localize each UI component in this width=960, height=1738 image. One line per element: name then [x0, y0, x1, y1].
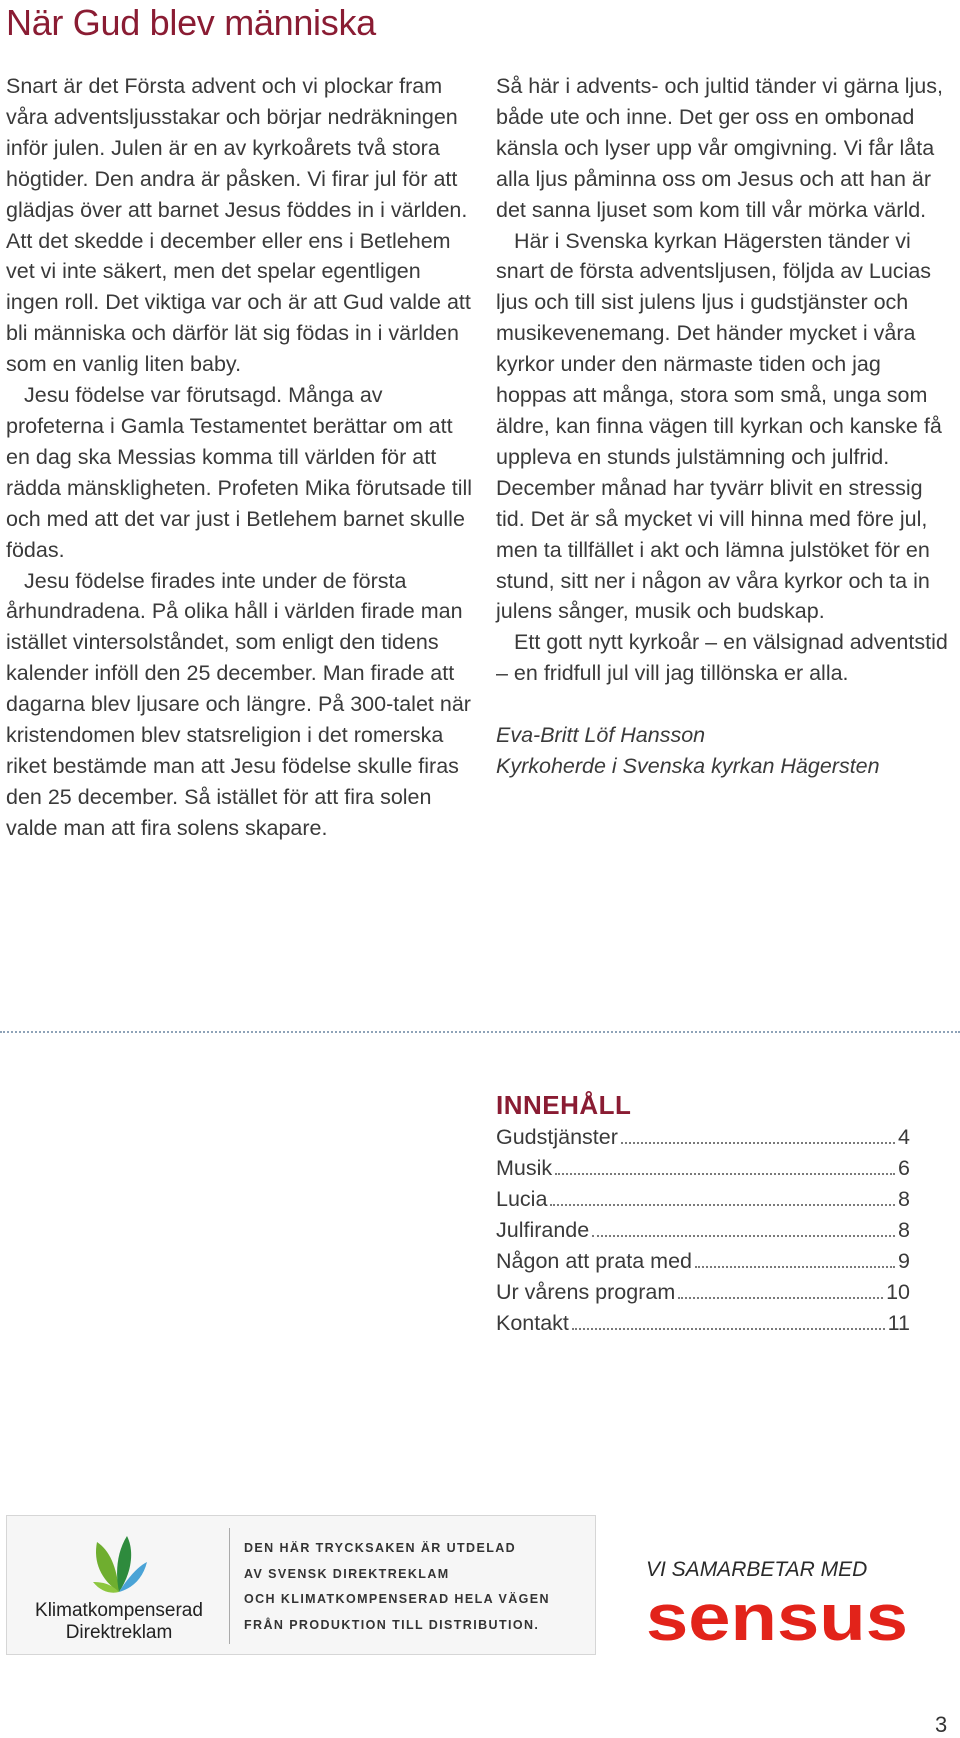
toc-leader-dots — [572, 1328, 885, 1330]
toc-item-musik[interactable] — [496, 1153, 910, 1184]
klimat-statement-line: OCH KLIMATKOMPENSERAD HELA VÄGEN — [244, 1592, 550, 1606]
toc-item-kontakt[interactable] — [496, 1308, 910, 1339]
klimat-logo — [19, 1526, 219, 1646]
toc-item-page: 8 — [898, 1218, 910, 1242]
klimat-banner — [6, 1515, 596, 1655]
article-column-right — [496, 71, 956, 782]
toc-item-label: Musik — [496, 1156, 553, 1180]
toc-item-page: 6 — [898, 1156, 910, 1180]
klimat-statement-line: FRÅN PRODUKTION TILL DISTRIBUTION. — [244, 1617, 540, 1632]
klimat-statement — [244, 1536, 589, 1638]
page-number: 3 — [935, 1712, 948, 1737]
article-paragraph: Här i Svenska kyrkan Hägersten tänder vi snart de första adventsljusen, följda av Lucias ljus och till sist julens ljus i gudstjänster och musikevenemang. Det händer mycket i våra kyrkor under den närmaste tiden och jag hoppas att många, stora som små, unga som äldre, kan finna vägen till kyrkan och kanske få uppleva en stunds julstämning och julfrid. December månad har tyvärr blivit en stressig tid. Det är så mycket vi vill hinna med före jul, men ta tillfället i akt och lämna julstöket för en stund, sitt ner i någon av våra kyrkor och ta in julens sånger, musik och budskap. — [496, 228, 942, 624]
toc-item-page: 10 — [886, 1280, 910, 1304]
toc-item-page: 11 — [887, 1311, 910, 1335]
toc-item-ur-varens-program[interactable] — [496, 1277, 910, 1308]
toc-leader-dots — [678, 1297, 883, 1299]
article-paragraph: Jesu födelse var förutsagd. Många av profeterna i Gamla Testamentet berättar om att en dag ska Messias komma till världen för att rädda mänskligheten. Profeten Mika förutsade till och med att det var just i Betlehem barnet skulle födas. — [6, 383, 473, 562]
toc-item-julfirande[interactable] — [496, 1215, 910, 1246]
klimat-logo-line: Klimatkompenserad — [35, 1600, 203, 1621]
toc-leader-dots — [695, 1266, 895, 1268]
article-paragraph: Jesu födelse firades inte under de första århundradena. På olika håll i världen firade man istället vintersolståndet, som enligt den tidens kalender inföll den 25 december. Man firade att dagarna blev ljusare och längre. På 300-talet när kristendomen blev statsreligion i det romerska riket bestämde man att Jesu födelse skulle firas den 25 december. Så istället för att fira solen valde man att fira solens skapare. — [6, 568, 471, 840]
toc-item-label: Ur vårens program — [496, 1280, 676, 1304]
sensus-label: VI SAMARBETAR MED — [646, 1558, 868, 1581]
toc-item-gudstjanster[interactable] — [496, 1122, 910, 1153]
toc-leader-dots — [555, 1173, 895, 1175]
leaf-icon — [89, 1532, 149, 1596]
toc-item-page: 8 — [898, 1187, 910, 1211]
toc-item-page: 9 — [898, 1249, 910, 1273]
signature-role: Kyrkoherde i Svenska kyrkan Hägersten — [496, 754, 880, 779]
sensus-logo-text: sensus — [646, 1586, 908, 1652]
toc-leader-dots — [592, 1235, 895, 1237]
toc-list — [496, 1122, 910, 1339]
toc-item-page: 4 — [898, 1125, 910, 1149]
toc-item-label: Julfirande — [496, 1218, 590, 1242]
toc-item-label: Kontakt — [496, 1311, 569, 1335]
toc-leader-dots — [621, 1142, 895, 1144]
klimat-statement-line: DEN HÄR TRYCKSAKEN ÄR UTDELAD — [244, 1541, 517, 1555]
article-column-left — [6, 71, 474, 844]
signature — [496, 720, 956, 782]
toc-heading: INNEHÅLL — [496, 1090, 632, 1120]
toc-item-label: Någon att prata med — [496, 1249, 693, 1273]
article-paragraph: Snart är det Första advent och vi plockar fram våra adventsljusstakar och börjar nedräkningen inför julen. Julen är en av kyrkoårets två stora högtider. Den andra är påsken. Vi firar jul för att glädjas över att barnet Jesus föddes in i världen. Att det skedde i december eller ens i Betlehem vet vi inte säkert, men det spelar egentligen ingen roll. Det viktiga var och är att Gud valde att bli människa och därför lät sig födas in i världen som en vanlig liten baby. — [6, 74, 471, 377]
klimat-logo-text — [19, 1600, 219, 1644]
signature-name: Eva-Britt Löf Hansson — [496, 723, 706, 748]
dotted-divider — [0, 1031, 960, 1033]
sensus-logo — [646, 1586, 910, 1652]
klimat-logo-line: Direktreklam — [65, 1622, 173, 1643]
toc-leader-dots — [550, 1204, 895, 1206]
article-paragraph: Så här i advents- och jultid tänder vi gärna ljus, både ute och inne. Det ger oss en ombonad känsla och lyser upp vår omgivning. Vi får låta alla ljus påminna oss om Jesus och att han är det sanna ljuset som kom till vår mörka värld. — [496, 74, 943, 222]
toc-item-nagon-att-prata-med[interactable] — [496, 1246, 910, 1277]
toc-item-label: Gudstjänster — [496, 1125, 618, 1149]
toc-item-lucia[interactable] — [496, 1184, 910, 1215]
article-title: När Gud blev människa — [6, 2, 376, 43]
article-paragraph: Ett gott nytt kyrkoår – en välsignad adventstid – en fridfull jul vill jag tillönska er alla. — [496, 630, 948, 686]
klimat-separator — [229, 1528, 230, 1644]
klimat-statement-line: AV SVENSK DIREKTREKLAM — [244, 1566, 450, 1581]
toc-item-label: Lucia — [496, 1187, 548, 1211]
table-of-contents — [496, 1090, 910, 1339]
